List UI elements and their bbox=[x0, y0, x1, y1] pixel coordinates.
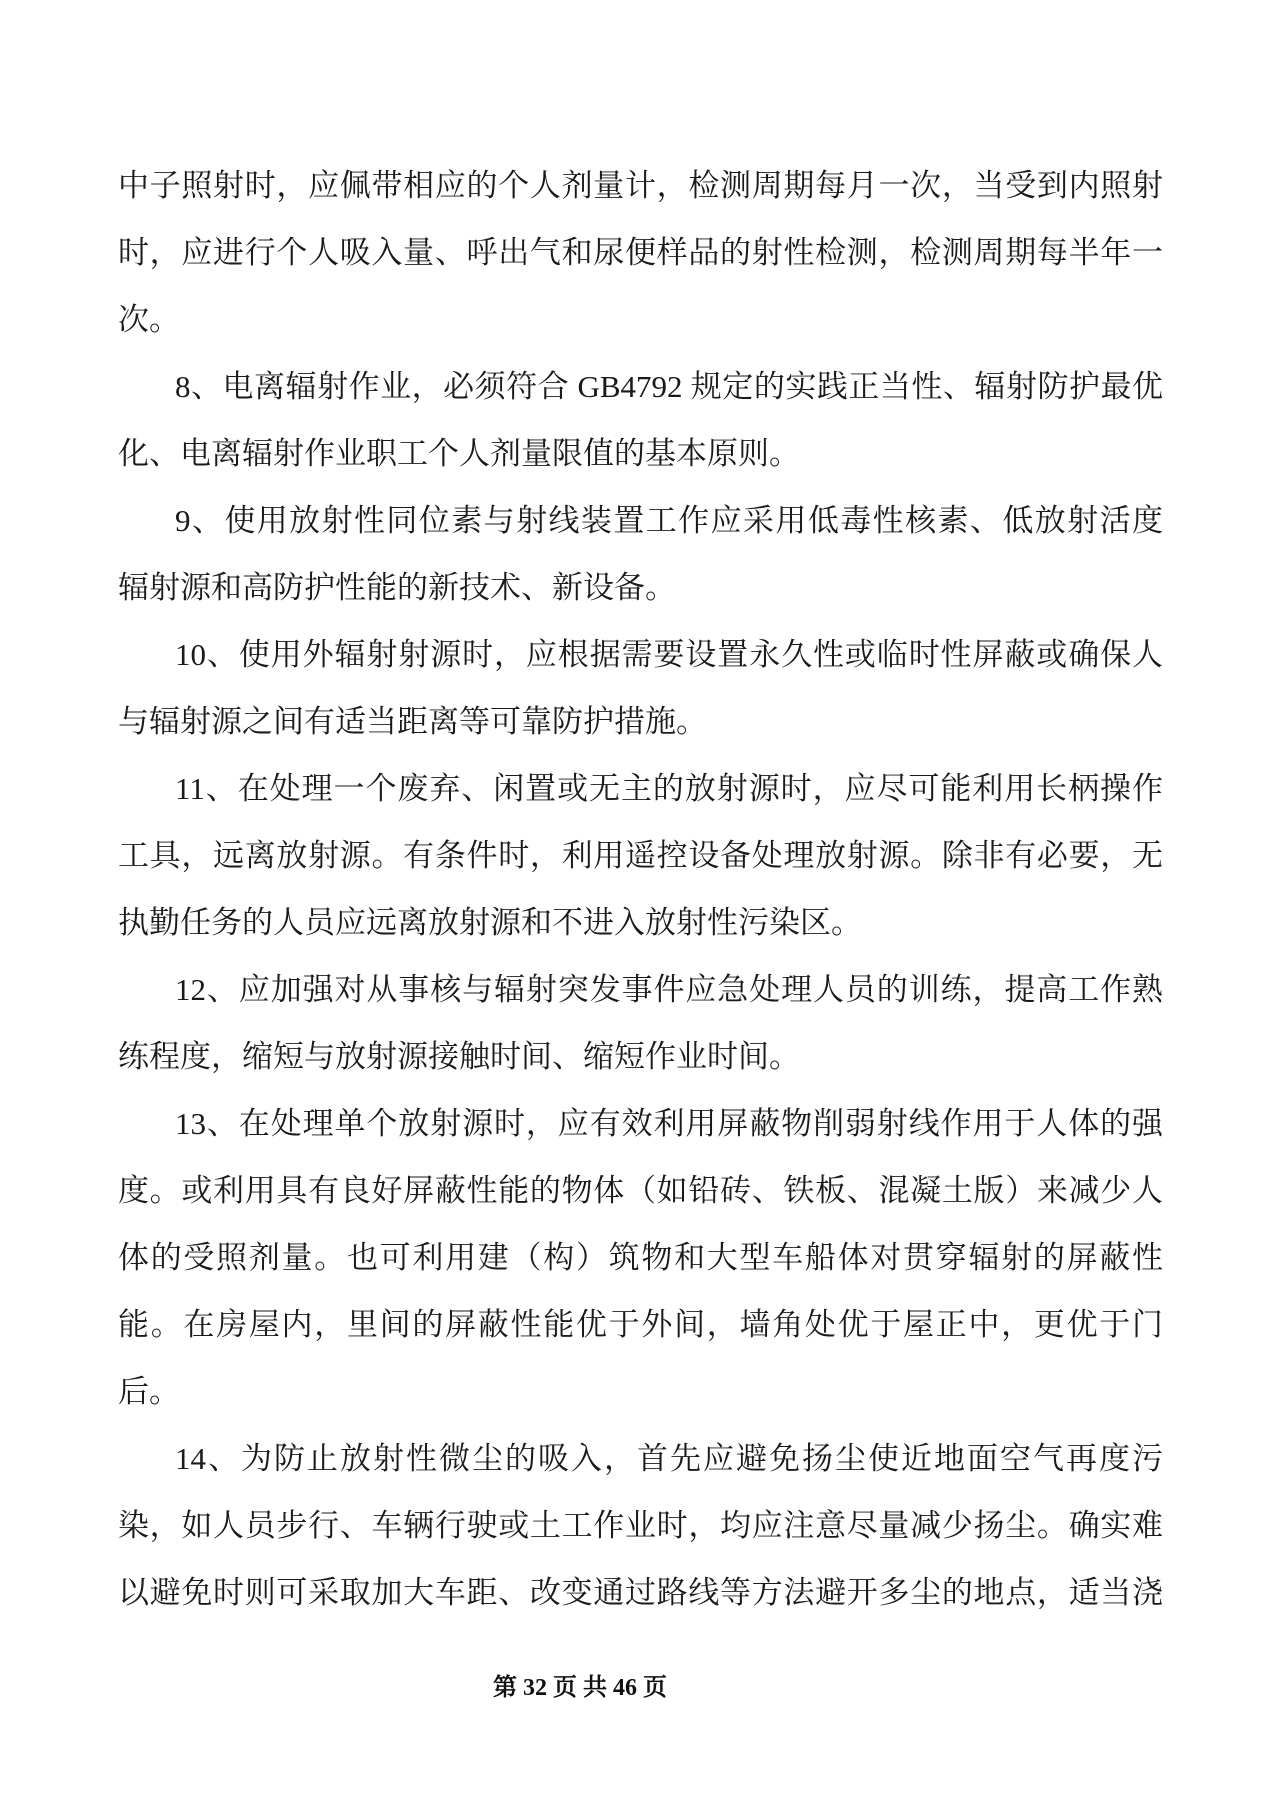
text-line: 辐射源和高防护性能的新技术、新设备。 bbox=[118, 570, 676, 605]
text-line: 11、在处理一个废弃、闲置或无主的放射源时，应尽可能利用长柄操作 bbox=[175, 771, 1163, 806]
text-line: 练程度，缩短与放射源接触时间、缩短作业时间。 bbox=[118, 1039, 800, 1074]
text-line: 后。 bbox=[118, 1374, 180, 1409]
text-line: 中子照射时，应佩带相应的个人剂量计，检测周期每月一次，当受到内照射 bbox=[118, 168, 1163, 203]
text-line: 以避免时则可采取加大车距、改变通过路线等方法避开多尘的地点，适当浇 bbox=[118, 1575, 1163, 1610]
page-number-label: 第 32 页 共 46 页 bbox=[493, 1675, 667, 1701]
text-line: 9、使用放射性同位素与射线装置工作应采用低毒性核素、低放射活度 bbox=[175, 503, 1163, 538]
text-line: 时，应进行个人吸入量、呼出气和尿便样品的射性检测，检测周期每半年一 bbox=[118, 235, 1163, 270]
text-line: 与辐射源之间有适当距离等可靠防护措施。 bbox=[118, 704, 707, 739]
text-line: 12、应加强对从事核与辐射突发事件应急处理人员的训练，提高工作熟 bbox=[175, 972, 1163, 1007]
text-line: 次。 bbox=[118, 302, 180, 337]
text-line: 13、在处理单个放射源时，应有效利用屏蔽物削弱射线作用于人体的强 bbox=[175, 1106, 1163, 1141]
page-footer bbox=[0, 1672, 1160, 1704]
text-line: 工具，远离放射源。有条件时，利用遥控设备处理放射源。除非有必要，无 bbox=[118, 838, 1163, 873]
text-line: 8、电离辐射作业，必须符合 GB4792 规定的实践正当性、辐射防护最优 bbox=[175, 369, 1163, 404]
text-line: 14、为防止放射性微尘的吸入，首先应避免扬尘使近地面空气再度污 bbox=[175, 1441, 1163, 1476]
text-line: 度。或利用具有良好屏蔽性能的物体（如铅砖、铁板、混凝土版）来减少人 bbox=[118, 1173, 1163, 1208]
text-line: 化、电离辐射作业职工个人剂量限值的基本原则。 bbox=[118, 436, 800, 471]
page-body-text bbox=[118, 152, 1163, 1626]
text-line: 染，如人员步行、车辆行驶或土工作业时，均应注意尽量减少扬尘。确实难 bbox=[118, 1508, 1163, 1543]
text-line: 能。在房屋内，里间的屏蔽性能优于外间，墙角处优于屋正中，更优于门 bbox=[118, 1307, 1163, 1342]
text-line: 体的受照剂量。也可利用建（构）筑物和大型车船体对贯穿辐射的屏蔽性 bbox=[118, 1240, 1163, 1275]
text-line: 执勤任务的人员应远离放射源和不进入放射性污染区。 bbox=[118, 905, 862, 940]
text-line: 10、使用外辐射射源时，应根据需要设置永久性或临时性屏蔽或确保人 bbox=[175, 637, 1163, 672]
